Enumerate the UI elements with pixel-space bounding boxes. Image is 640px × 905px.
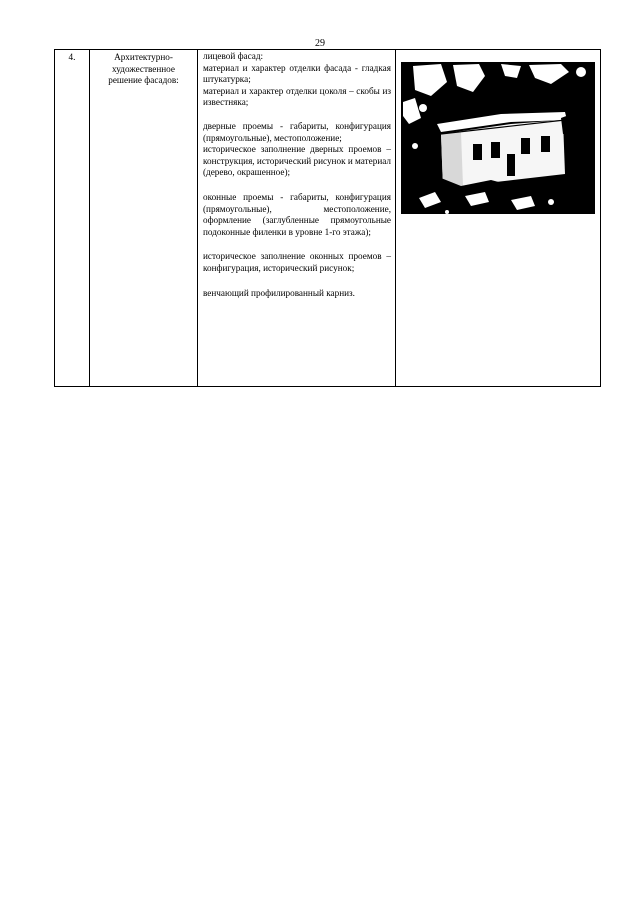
description-paragraph: оконные проемы - габариты, конфигурация (прямоугольные), местоположение, оформление (заглубленные прямоугольные подоконные филенки в уровне 1-го этажа); (203, 191, 391, 237)
table-row (55, 50, 601, 387)
description-paragraph: лицевой фасад: (203, 51, 264, 61)
facade-table (54, 49, 601, 387)
description-paragraph: материал и характер отделки цоколя – скобы из известняка; (203, 85, 391, 108)
row-number: 4. (68, 52, 76, 62)
description-paragraph: дверные проемы - габариты, конфигурация (прямоугольные), местоположение; (203, 120, 391, 143)
page-number: 29 (315, 38, 325, 49)
row-name-line: решение фасадов: (108, 75, 179, 86)
row-photo-cell (396, 50, 601, 387)
building-photo (401, 62, 595, 214)
row-description-cell (198, 50, 396, 387)
row-name-line: художественное (112, 63, 175, 74)
row-name-cell (90, 50, 198, 387)
description-paragraph: историческое заполнение оконных проемов – конфигурация, исторический рисунок; (203, 251, 391, 273)
description-paragraph: венчающий профилированный карниз. (203, 287, 355, 298)
description-paragraph: историческое заполнение дверных проемов – конструкция, исторический рисунок и материал (дерево, окрашенное); (203, 144, 391, 178)
row-number-cell (55, 50, 90, 387)
row-name-line: Архитектурно- (114, 52, 173, 62)
description-paragraph: материал и характер отделки фасада - гладкая штукатурка; (203, 62, 391, 85)
